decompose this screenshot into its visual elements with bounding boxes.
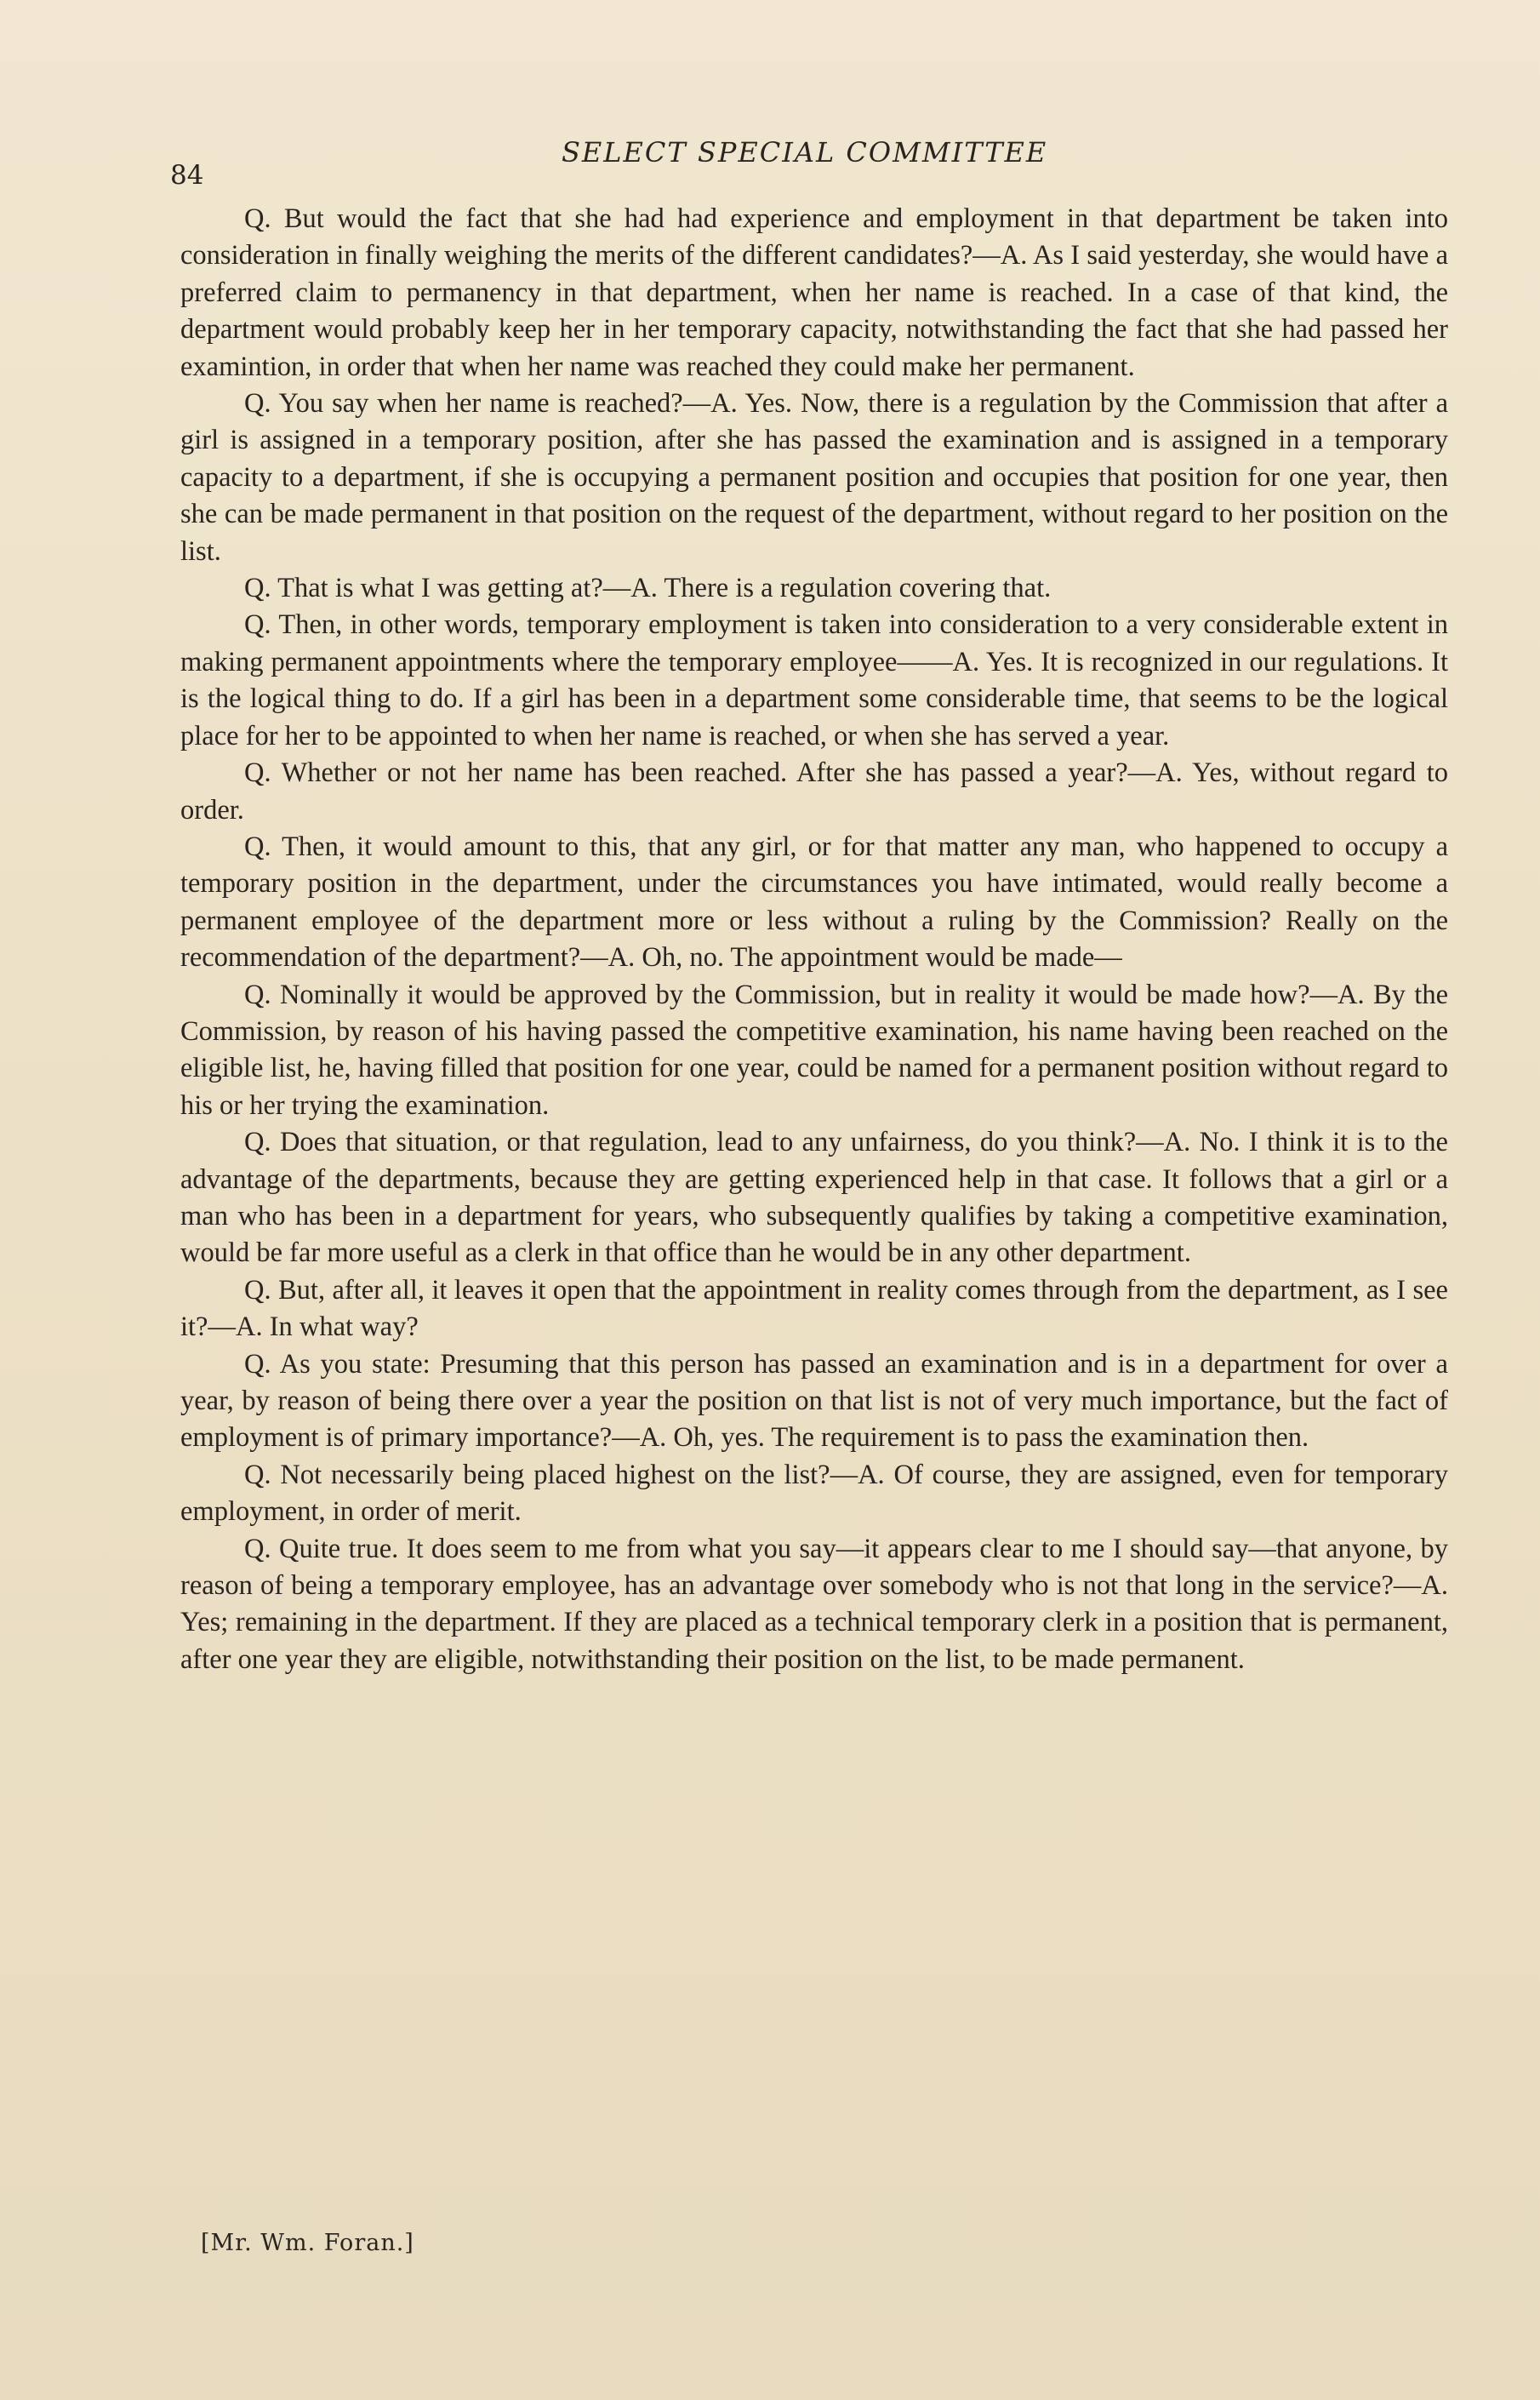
page-number: 84 — [170, 160, 204, 191]
paragraph: Q. But, after all, it leaves it open that the appointment in reality comes through from the department, as I see it?—A. In what way? — [180, 1274, 1448, 1343]
paragraph: Q. As you state: Presuming that this person has passed an examination and is in a department for over a year, by reason of being there over a year the position on that list is not of very much importance, but the fact of employment is of primary importance?—A. Oh, yes. The requirement is to pass the examination then. — [180, 1348, 1448, 1454]
paragraph: Q. Then, in other words, temporary employment is taken into consideration to a very considerable extent in making permanent appointments where the temporary employee——A. Yes. It is recognized in our regulations. It is the logical thing to do. If a girl has been in a department some considerable time, that seems to be the logical place for her to be appointed to when her name is reached, or when she has served a year. — [180, 609, 1448, 751]
paragraph: Q. Nominally it would be approved by the Commission, but in reality it would be made how?—A. By the Commission, by reason of his having passed the competitive examination, his name having been reached on the eligible list, he, having filled that position for one year, could be named for a permanent position without regard to his or her trying the examination. — [180, 979, 1448, 1121]
body-text — [180, 201, 1448, 1678]
page-header — [170, 136, 1446, 191]
paragraph: Q. Then, it would amount to this, that any girl, or for that matter any man, who happened to occupy a temporary position in the department, under the circumstances you have intimated, would really become a permanent employee of the department more or less without a ruling by the Commission? Really on the recommendation of the department?—A. Oh, no. The appointment would be made— — [180, 831, 1448, 974]
paragraph: Q. But would the fact that she had had experience and employment in that department be taken into consideration in finally weighing the merits of the different candidates?—A. As I said yesterday, she would have a preferred claim to permanency in that department, when her name is reached. In a case of that kind, the department would probably keep her in her temporary capacity, notwithstanding the fact that she had passed her examintion, in order that when her name was reached they could make her permanent. — [180, 203, 1448, 382]
paragraph: Q. Whether or not her name has been reached. After she has passed a year?—A. Yes, without regard to order. — [180, 757, 1448, 826]
paragraph: Q. Not necessarily being placed highest on the list?—A. Of course, they are assigned, even for temporary employment, in order of merit. — [180, 1459, 1448, 1528]
running-head: SELECT SPECIAL COMMITTEE — [562, 136, 1048, 169]
speaker-attribution: [Mr. Wm. Foran.] — [201, 2230, 414, 2256]
paragraph: Q. That is what I was getting at?—A. There is a regulation covering that. — [244, 573, 1052, 604]
paragraph: Q. Does that situation, or that regulation, lead to any unfairness, do you think?—A. No. I think it is to the advantage of the departments, because they are getting experienced help in that case. It follows that a girl or a man who has been in a department for years, who subsequently qualifies by taking a competitive examination, would be far more useful as a clerk in that office than he would be in any other department. — [180, 1127, 1448, 1269]
paragraph: Q. You say when her name is reached?—A. Yes. Now, there is a regulation by the Commission that after a girl is assigned in a temporary position, after she has passed the examination and is assigned in a temporary capacity to a department, if she is occupying a permanent position and occupies that position for one year, then she can be made permanent in that position on the request of the department, without regard to her position on the list. — [180, 388, 1448, 567]
paragraph: Q. Quite true. It does seem to me from what you say—it appears clear to me I should say—that anyone, by reason of being a temporary employee, has an advantage over somebody who is not that long in the service?—A. Yes; remaining in the department. If they are placed as a technical temporary clerk in a position that is permanent, after one year they are eligible, notwithstanding their position on the list, to be made permanent. — [180, 1533, 1448, 1675]
